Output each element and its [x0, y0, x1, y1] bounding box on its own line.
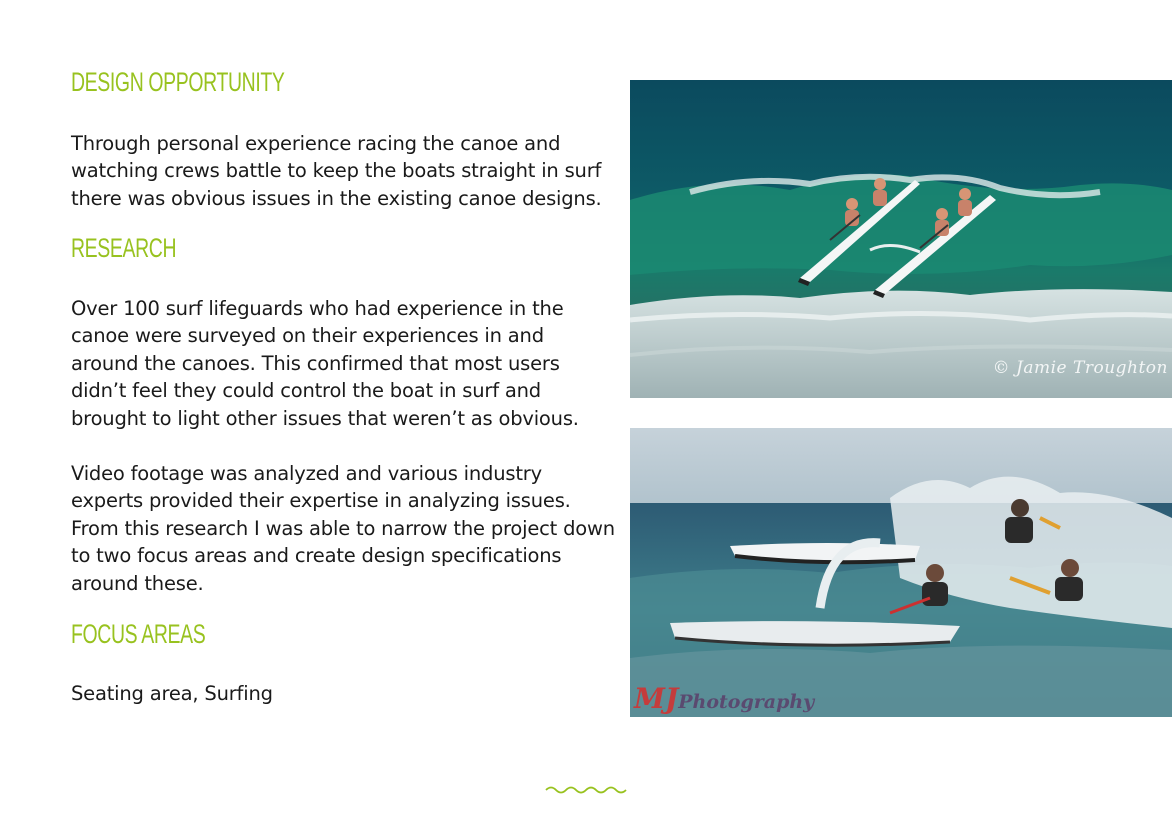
canoe-wave-illustration	[630, 80, 1172, 398]
photo-credit-watermark: © Jamie Troughton	[992, 358, 1168, 378]
photography-watermark-mark: MJ	[634, 682, 679, 715]
crew-surf-photo	[630, 428, 1172, 717]
focus-areas-heading: FOCUS AREAS	[71, 619, 206, 649]
research-text-1: Over 100 surf lifeguards who had experience in the canoe were surveyed on their experiences in and around the canoes. This confirmed that most users didn’t feel they could control the boat in surf and brought to light other issues that weren’t as obvious.	[71, 297, 579, 430]
canoe-wave-photo	[630, 80, 1172, 398]
research-text-2: Video footage was analyzed and various industry experts provided their expertise in analyzing issues. From this research I was able to narrow the project down to two focus areas and create design specifications around these.	[71, 462, 615, 595]
focus-areas-text: Seating area, Surfing	[71, 682, 273, 705]
photography-watermark-text: Photography	[678, 691, 815, 713]
squiggle-divider-icon	[545, 784, 627, 796]
crew-surf-illustration	[630, 428, 1172, 717]
design-opportunity-text: Through personal experience racing the canoe and watching crews battle to keep the boats straight in surf there was obvious issues in the existing canoe designs.	[71, 132, 602, 210]
photography-watermark	[634, 682, 814, 715]
design-opportunity-heading: DESIGN OPPORTUNITY	[71, 67, 285, 97]
research-heading: RESEARCH	[71, 233, 177, 263]
